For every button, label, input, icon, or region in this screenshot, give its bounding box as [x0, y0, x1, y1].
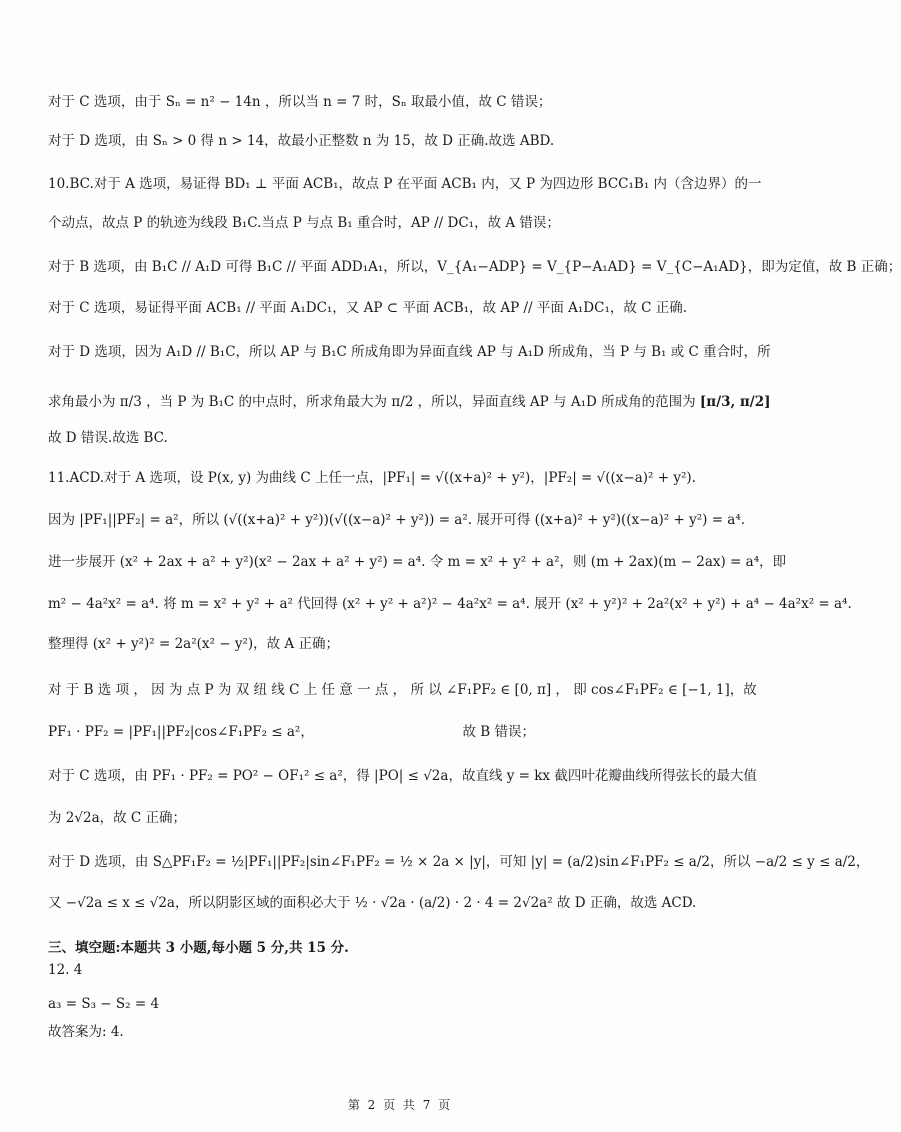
text-line-5: 对于 B 选项，由 B₁C // A₁D 可得 B₁C // 平面 ADD₁A₁，所以，V_{A₁−ADP} = V_{P−A₁AD} = V_{C−A₁AD}，即为定值，故 B 正确；: [48, 259, 901, 275]
text-line-6: 对于 C 选项，易证得平面 ACB₁ // 平面 A₁DC₁，又 AP ⊂ 平面 ACB₁，故 AP // 平面 A₁DC₁，故 C 正确.: [48, 300, 688, 316]
page-footer: 第 2 页 共 7 页: [347, 1098, 453, 1112]
text-segment: ，当 P 为 B₁C 的中点时，所求角最大为: [146, 394, 388, 410]
text-line-3: 10.BC.对于 A 选项，易证得 BD₁ ⊥ 平面 ACB₁，故点 P 在平面 ACB₁ 内，又 P 为四边形 BCC₁B₁ 内（含边界）的一: [48, 176, 762, 192]
text-line-14: 整理得 (x² + y²)² = 2a²(x² − y²)，故 A 正确；: [48, 636, 339, 652]
text-line-1: 对于 C 选项，由于 Sₙ = n² − 14n ，所以当 n = 7 时，Sₙ 取最小值，故 C 错误；: [48, 94, 552, 110]
text-line-20: 又 −√2a ≤ x ≤ √2a，所以阴影区域的面积必大于 ½ · √2a · (a/2) · 2 · 4 = 2√2a² 故 D 正确，故选 ACD.: [48, 895, 697, 911]
text-line-13: m² − 4a²x² = a⁴. 将 m = x² + y² + a² 代回得 (x² + y² + a²)² − 4a²x² = a⁴. 展开 (x² + y²)² + 2a²(x² + y²) + a⁴ − 4a²x² = a⁴.: [48, 596, 852, 612]
text-segment: 求角最小为: [48, 394, 116, 410]
question-12-answer: 12. 4: [48, 962, 83, 978]
text-line-2: 对于 D 选项，由 Sₙ > 0 得 n > 14，故最小正整数 n 为 15，故 D 正确.故选 ABD.: [48, 133, 555, 149]
text-line-16: [48, 722, 760, 742]
text-line-9: 故 D 错误.故选 BC.: [48, 430, 168, 446]
text-line-21: a₃ = S₃ − S₂ = 4: [48, 996, 160, 1012]
text-line-22: 故答案为: 4.: [48, 1024, 124, 1040]
section-heading: 三、填空题:本题共 3 小题,每小题 5 分,共 15 分.: [48, 940, 349, 956]
fraction-pi-2: π/2: [391, 394, 414, 410]
text-line-10: 11.ACD.对于 A 选项，设 P(x, y) 为曲线 C 上任一点，|PF₁| = √((x+a)² + y²)，|PF₂| = √((x−a)² + y²).: [48, 470, 696, 486]
text-line-7: 对于 D 选项，因为 A₁D // B₁C，所以 AP 与 B₁C 所成角即为异面直线 AP 与 A₁D 所成角，当 P 与 B₁ 或 C 重合时，所: [48, 344, 771, 360]
text-line-12: 进一步展开 (x² + 2ax + a² + y²)(x² − 2ax + a² + y²) = a⁴. 令 m = x² + y² + a²，则 (m + 2ax)(m − 2ax) = a⁴，即: [48, 554, 787, 570]
text-line-8: [48, 392, 771, 412]
text-line-17: 对于 C 选项，由 PF₁ · PF₂ = PO² − OF₁² ≤ a²，得 |PO| ≤ √2a，故直线 y = kx 截四叶花瓣曲线所得弦长的最大值: [48, 768, 757, 784]
text-segment: PF₁ · PF₂ = |PF₁||PF₂|cos∠F₁PF₂ ≤ a²，: [48, 724, 314, 740]
text-segment: 故 B 错误；: [462, 724, 535, 740]
text-line-18: 为 2√2a，故 C 正确；: [48, 810, 187, 826]
text-line-4: 个动点，故点 P 的轨迹为线段 B₁C.当点 P 与点 B₁ 重合时，AP // DC₁，故 A 错误；: [48, 215, 560, 231]
text-segment: ，所以，异面直线 AP 与 A₁D 所成角的范围为: [417, 394, 696, 410]
fraction-pi-3: π/3: [119, 394, 142, 410]
text-line-19: 对于 D 选项，由 S△PF₁F₂ = ½|PF₁||PF₂|sin∠F₁PF₂ = ½ × 2a × |y|，可知 |y| = (a/2)sin∠F₁PF₂ ≤ a/2，所以 −a/2 ≤ y ≤ a/2，: [48, 854, 870, 870]
text-line-11: 因为 |PF₁||PF₂| = a²，所以 (√((x+a)² + y²))(√((x−a)² + y²)) = a². 展开可得 ((x+a)² + y²)((x−a)² + y²) = a⁴.: [48, 512, 746, 528]
angle-range-interval: [π/3, π/2]: [699, 394, 771, 410]
text-line-15: 对 于 B 选 项 ， 因 为 点 P 为 双 纽 线 C 上 任 意 一 点 ， 所 以 ∠F₁PF₂ ∈ [0, π] ， 即 cos∠F₁PF₂ ∈ [−1, 1]，故: [48, 682, 757, 698]
